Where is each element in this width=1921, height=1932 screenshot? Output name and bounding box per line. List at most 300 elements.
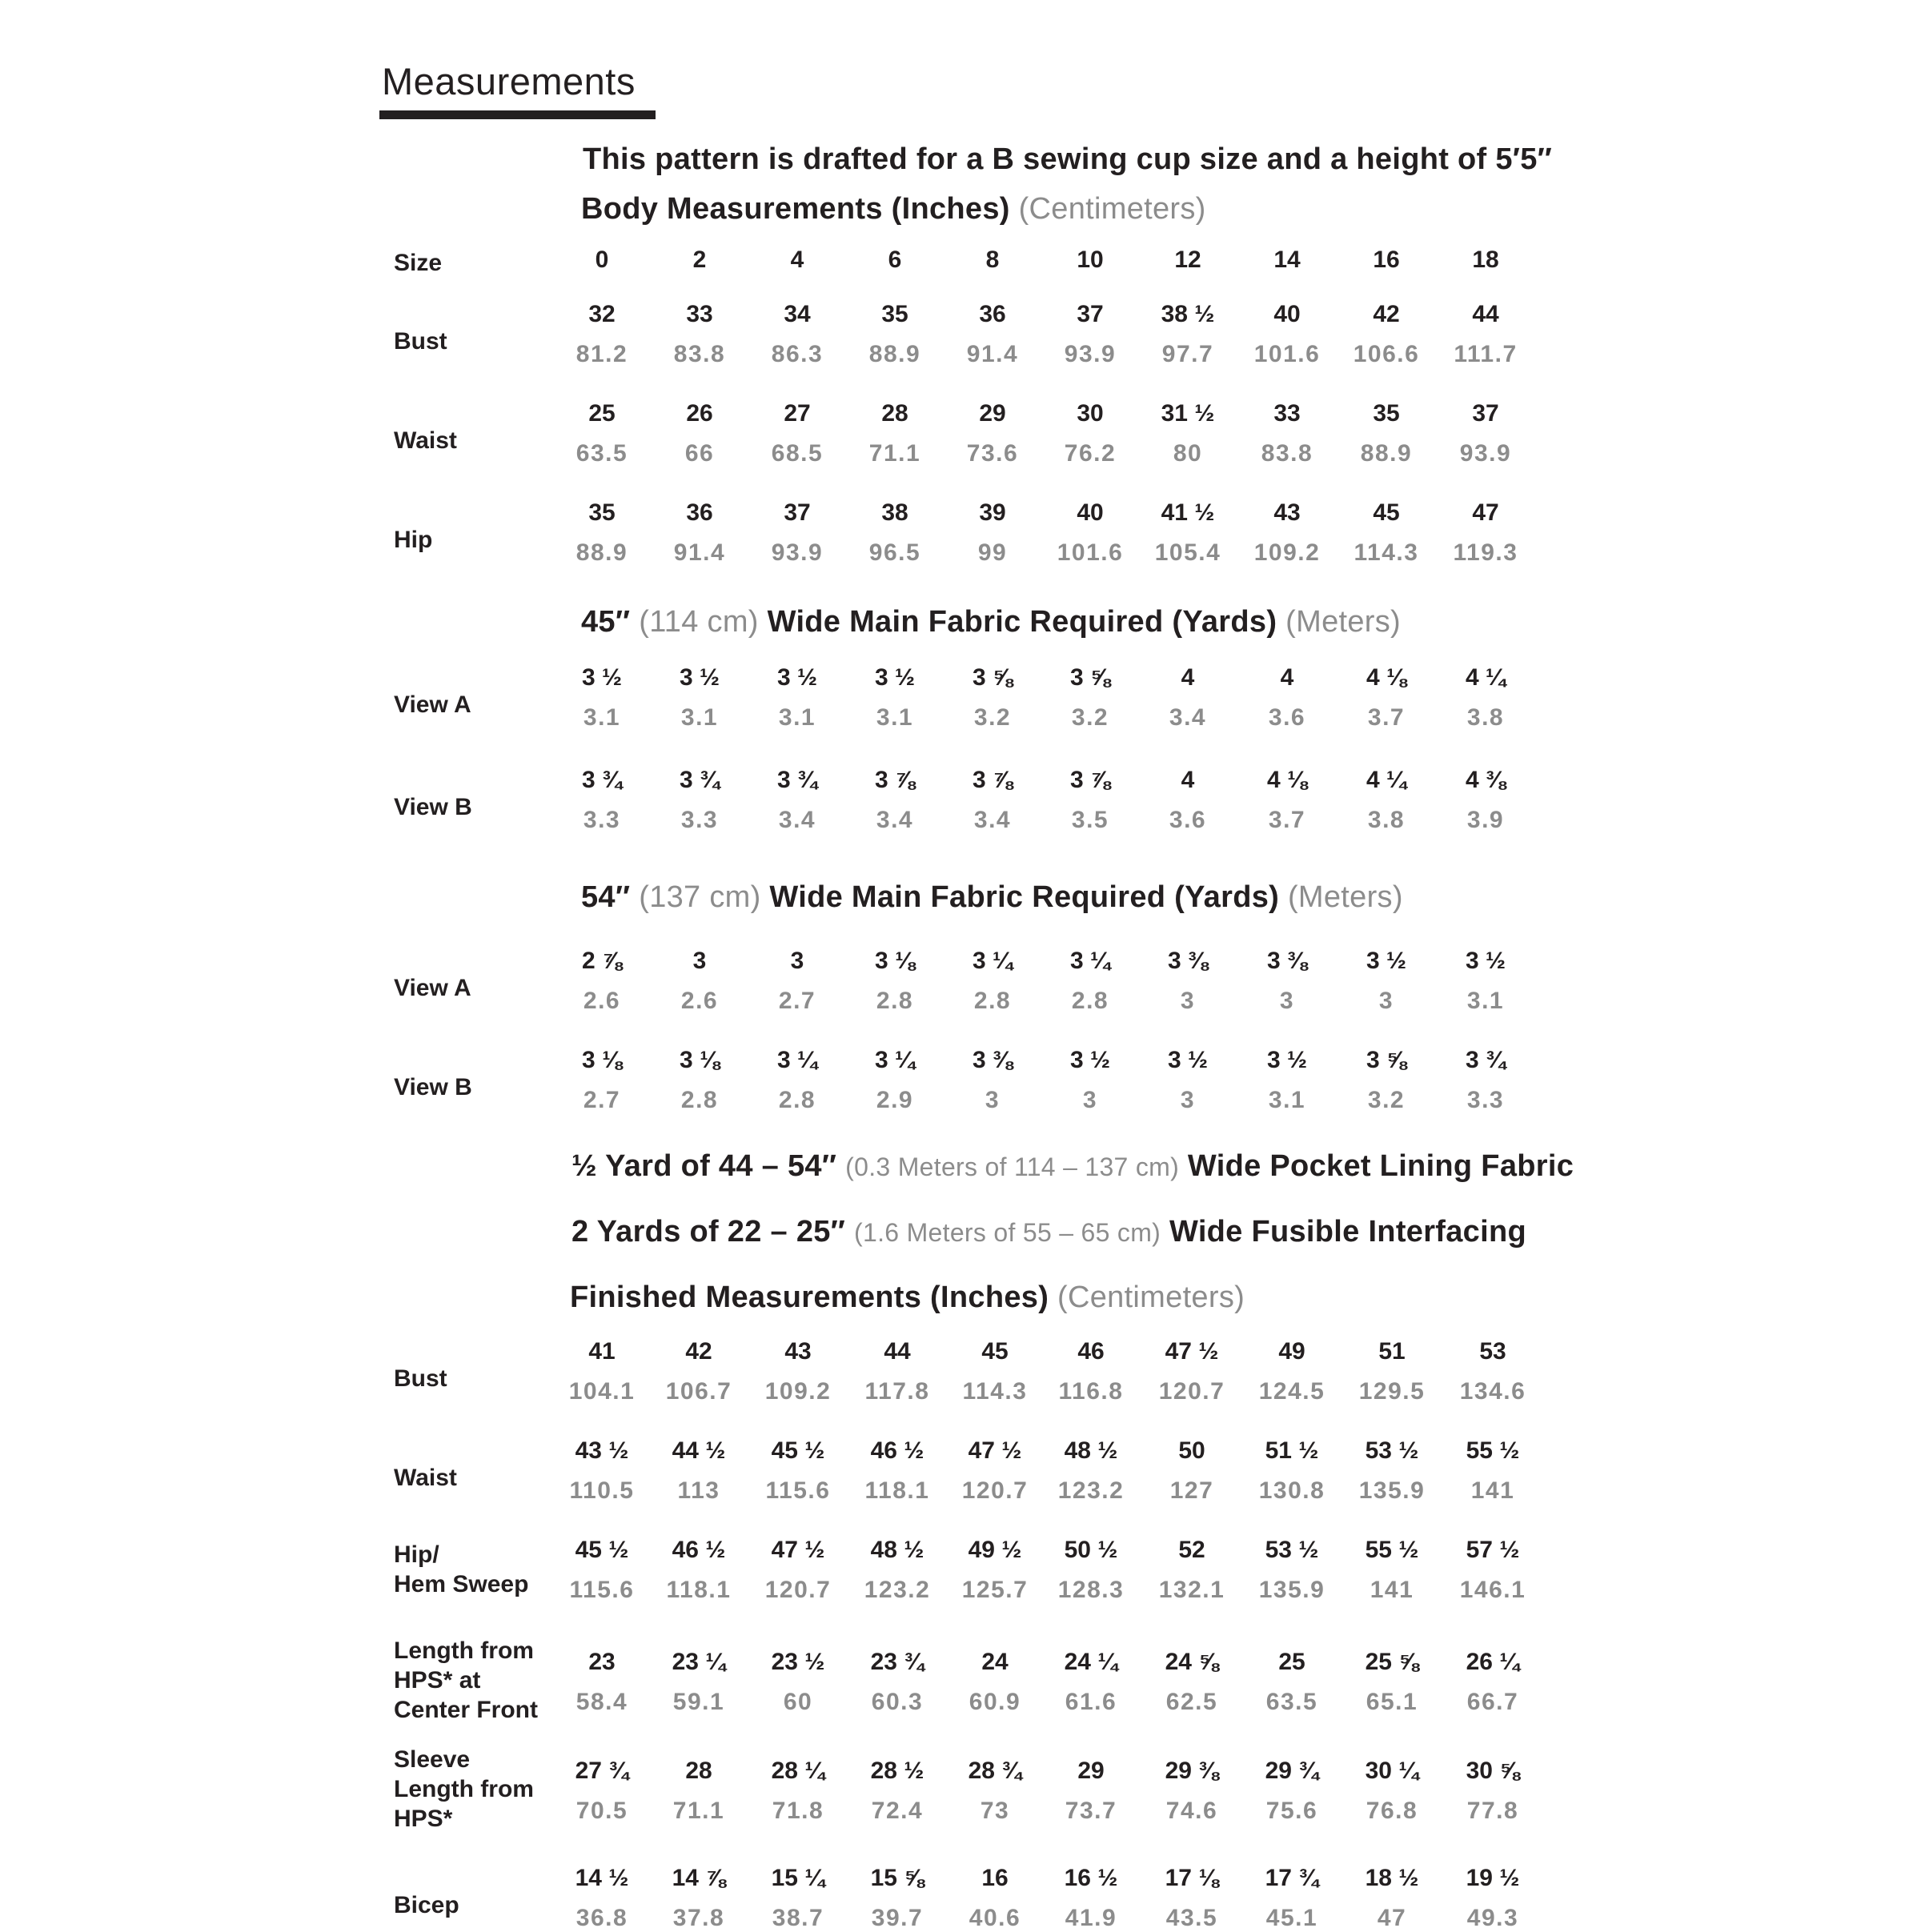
sleeve-length-from-hps-cm-value: 73: [980, 1798, 1010, 1824]
hip-hem-sweep-inches-value: 49 ½: [968, 1537, 1022, 1563]
bust-cm-value: 106.6: [1353, 341, 1420, 367]
view-b-inches-value: 4: [1181, 767, 1195, 793]
waist-inches-value: 28: [881, 400, 908, 427]
pocket-lining-b: (0.3 Meters of 114 – 137 cm): [845, 1152, 1180, 1181]
length-from-hps-at-center-front-cm-value: 65.1: [1366, 1689, 1418, 1715]
row-label-hip-hem-sweep-line-1: Hip/: [394, 1541, 439, 1568]
view-b-cm-value: 3.8: [1367, 807, 1406, 833]
view-a-inches-value: 3 ⅝: [1069, 664, 1111, 691]
view-a-cm-value: 3.4: [1169, 704, 1207, 731]
size-10: 10: [1077, 247, 1104, 273]
length-from-hps-at-center-front-cm-value: 60: [783, 1689, 813, 1715]
view-a-cm-value: 2.8: [876, 988, 914, 1014]
bicep-inches-value: 19 ½: [1466, 1865, 1520, 1891]
size-16: 16: [1373, 247, 1400, 273]
sleeve-length-from-hps-cm-value: 72.4: [871, 1798, 924, 1824]
row-label-length-from-hps-at-center-front-line-2: HPS* at: [394, 1667, 481, 1694]
waist-inches-value: 55 ½: [1466, 1437, 1520, 1464]
view-b-cm-value: 3.4: [778, 807, 816, 833]
length-from-hps-at-center-front-inches-value: 24 ⅝: [1165, 1649, 1219, 1675]
hip-cm-value: 109.2: [1253, 539, 1321, 566]
view-a-inches-value: 3 ⅜: [1266, 948, 1308, 974]
bust-cm-value: 104.1: [568, 1378, 636, 1405]
bust-inches-value: 42: [685, 1338, 712, 1365]
waist-cm-value: 88.9: [1360, 440, 1413, 467]
view-b-inches-value: 3 ¾: [1465, 1047, 1506, 1073]
bicep-inches-value: 17 ⅛: [1165, 1865, 1219, 1891]
bicep-inches-value: 16: [981, 1865, 1009, 1891]
bicep-inches-value: 15 ¼: [771, 1865, 825, 1891]
view-a-inches-value: 3 ½: [874, 664, 916, 691]
waist-cm-value: 120.7: [961, 1477, 1029, 1504]
size-8: 8: [985, 247, 1000, 273]
sleeve-length-from-hps-cm-value: 76.8: [1366, 1798, 1418, 1824]
view-b-cm-value: 3.5: [1071, 807, 1109, 833]
view-b-cm-value: 2.9: [876, 1087, 914, 1113]
interfacing-a: 2 Yards of 22 – 25″: [571, 1215, 855, 1249]
view-a-cm-value: 3.1: [583, 704, 621, 731]
sleeve-length-from-hps-cm-value: 70.5: [575, 1798, 628, 1824]
waist-cm-value: 66: [684, 440, 715, 467]
bust-cm-value: 134.6: [1459, 1378, 1526, 1405]
view-a-cm-value: 2.6: [680, 988, 719, 1014]
view-b-inches-value: 4 ⅜: [1465, 767, 1506, 793]
row-label-view-a: View A: [394, 975, 471, 1001]
size-12: 12: [1174, 247, 1201, 273]
length-from-hps-at-center-front-inches-value: 25: [1278, 1649, 1305, 1675]
row-label-length-from-hps-at-center-front-line-1: Length from: [394, 1637, 534, 1664]
body-heading-main: Body Measurements (Inches): [581, 192, 1019, 226]
hip-cm-value: 93.9: [771, 539, 824, 566]
bust-cm-value: 114.3: [962, 1378, 1028, 1405]
hip-inches-value: 43: [1273, 499, 1301, 526]
bust-inches-value: 36: [979, 301, 1006, 327]
view-a-cm-value: 3: [1378, 988, 1394, 1014]
waist-inches-value: 50: [1178, 1437, 1205, 1464]
view-b-cm-value: 3.3: [680, 807, 719, 833]
bust-cm-value: 117.8: [864, 1378, 930, 1405]
waist-inches-value: 35: [1373, 400, 1400, 427]
view-a-cm-value: 3.1: [876, 704, 914, 731]
view-a-cm-value: 3.2: [1071, 704, 1109, 731]
waist-inches-value: 33: [1273, 400, 1301, 427]
bust-cm-value: 109.2: [764, 1378, 832, 1405]
fabric45-heading-a: 45″: [581, 605, 640, 639]
length-from-hps-at-center-front-cm-value: 60.3: [871, 1689, 924, 1715]
hip-cm-value: 96.5: [868, 539, 921, 566]
waist-cm-value: 110.5: [569, 1477, 635, 1504]
view-b-inches-value: 3 ⅞: [972, 767, 1013, 793]
bust-inches-value: 38 ½: [1161, 301, 1215, 327]
waist-cm-value: 130.8: [1258, 1477, 1325, 1504]
length-from-hps-at-center-front-inches-value: 23 ¾: [870, 1649, 924, 1675]
hip-cm-value: 99: [977, 539, 1008, 566]
view-a-inches-value: 3 ½: [679, 664, 720, 691]
row-label-hip-hem-sweep-line-2: Hem Sweep: [394, 1571, 529, 1597]
waist-inches-value: 48 ½: [1064, 1437, 1118, 1464]
sleeve-length-from-hps-inches-value: 28 ½: [870, 1758, 924, 1784]
bust-inches-value: 53: [1479, 1338, 1506, 1365]
hip-cm-value: 101.6: [1057, 539, 1124, 566]
sleeve-length-from-hps-cm-value: 73.7: [1065, 1798, 1117, 1824]
size-6: 6: [888, 247, 902, 273]
length-from-hps-at-center-front-inches-value: 23 ½: [771, 1649, 825, 1675]
waist-inches-value: 47 ½: [968, 1437, 1022, 1464]
finished-heading-main: Finished Measurements (Inches): [570, 1281, 1058, 1314]
bust-inches-value: 44: [1472, 301, 1499, 327]
view-b-inches-value: 3 ⅜: [972, 1047, 1013, 1073]
hip-hem-sweep-cm-value: 123.2: [864, 1577, 931, 1603]
waist-cm-value: 127: [1169, 1477, 1214, 1504]
waist-inches-value: 30: [1077, 400, 1104, 427]
bust-inches-value: 32: [588, 301, 616, 327]
bust-cm-value: 124.5: [1258, 1378, 1325, 1405]
view-b-inches-value: 3 ⅝: [1366, 1047, 1407, 1073]
view-a-inches-value: 3 ½: [776, 664, 818, 691]
title-underline: [379, 110, 656, 119]
hip-inches-value: 40: [1077, 499, 1104, 526]
pocket-lining-c: Wide Pocket Lining Fabric: [1179, 1149, 1574, 1183]
bust-cm-value: 83.8: [673, 341, 726, 367]
bust-inches-value: 37: [1077, 301, 1104, 327]
interfacing-b: (1.6 Meters of 55 – 65 cm): [854, 1218, 1161, 1247]
fabric54-heading-b: (137 cm): [639, 880, 761, 914]
fabric54-heading-c: Wide Main Fabric Required (Yards): [760, 880, 1288, 914]
size-4: 4: [790, 247, 804, 273]
row-label-waist: Waist: [394, 427, 457, 454]
bicep-cm-value: 41.9: [1065, 1905, 1117, 1931]
view-a-inches-value: 3 ⅝: [972, 664, 1013, 691]
bicep-cm-value: 49.3: [1466, 1905, 1519, 1931]
hip-hem-sweep-cm-value: 125.7: [961, 1577, 1029, 1603]
view-a-inches-value: 4: [1280, 664, 1294, 691]
bust-cm-value: 129.5: [1358, 1378, 1426, 1405]
view-b-inches-value: 3 ½: [1069, 1047, 1111, 1073]
hip-hem-sweep-cm-value: 141: [1370, 1577, 1414, 1603]
fabric54-heading-d: (Meters): [1287, 880, 1403, 914]
view-b-cm-value: 3.2: [1367, 1087, 1406, 1113]
fabric45-heading: [581, 605, 1401, 639]
interfacing-c: Wide Fusible Interfacing: [1161, 1215, 1527, 1249]
waist-cm-value: 80: [1173, 440, 1203, 467]
row-label-view-a: View A: [394, 691, 471, 718]
body-measurements-heading: [581, 192, 1206, 226]
view-b-cm-value: 3: [1180, 1087, 1196, 1113]
length-from-hps-at-center-front-inches-value: 24: [981, 1649, 1009, 1675]
view-b-cm-value: 2.8: [778, 1087, 816, 1113]
bust-inches-value: 42: [1373, 301, 1400, 327]
pocket-lining-text: [571, 1149, 1574, 1184]
waist-inches-value: 29: [979, 400, 1006, 427]
view-a-inches-value: 2 ⅞: [581, 948, 623, 974]
hip-inches-value: 39: [979, 499, 1006, 526]
bust-cm-value: 101.6: [1253, 341, 1321, 367]
view-a-cm-value: 2.7: [778, 988, 816, 1014]
hip-hem-sweep-cm-value: 115.6: [569, 1577, 635, 1603]
hip-inches-value: 36: [686, 499, 713, 526]
length-from-hps-at-center-front-cm-value: 60.9: [969, 1689, 1021, 1715]
view-b-cm-value: 3.1: [1268, 1087, 1306, 1113]
bust-cm-value: 86.3: [771, 341, 824, 367]
view-b-inches-value: 3 ½: [1167, 1047, 1209, 1073]
row-label-bicep: Bicep: [394, 1892, 459, 1918]
fabric45-heading-b: (114 cm): [639, 605, 759, 639]
bust-cm-value: 111.7: [1454, 341, 1518, 367]
row-label-sleeve-length-from-hps-line-2: Length from: [394, 1776, 534, 1802]
sleeve-length-from-hps-inches-value: 30 ⅝: [1466, 1758, 1520, 1784]
fabric54-heading-a: 54″: [581, 880, 640, 914]
sleeve-length-from-hps-inches-value: 28 ¼: [771, 1758, 825, 1784]
view-a-cm-value: 2.8: [1071, 988, 1109, 1014]
view-a-cm-value: 3.6: [1268, 704, 1306, 731]
waist-inches-value: 26: [686, 400, 713, 427]
interfacing-text: [571, 1215, 1526, 1249]
waist-cm-value: 71.1: [868, 440, 921, 467]
view-b-inches-value: 3 ⅛: [581, 1047, 623, 1073]
bust-cm-value: 91.4: [966, 341, 1019, 367]
sleeve-length-from-hps-inches-value: 30 ¼: [1365, 1758, 1419, 1784]
waist-cm-value: 93.9: [1459, 440, 1512, 467]
view-a-cm-value: 3.1: [1466, 988, 1505, 1014]
hip-cm-value: 88.9: [575, 539, 628, 566]
waist-inches-value: 37: [1472, 400, 1499, 427]
length-from-hps-at-center-front-inches-value: 23: [588, 1649, 616, 1675]
hip-hem-sweep-inches-value: 57 ½: [1466, 1537, 1520, 1563]
bust-cm-value: 116.8: [1058, 1378, 1124, 1405]
bust-inches-value: 33: [686, 301, 713, 327]
row-label-view-b: View B: [394, 1074, 472, 1100]
hip-hem-sweep-inches-value: 45 ½: [575, 1537, 629, 1563]
length-from-hps-at-center-front-inches-value: 23 ¼: [672, 1649, 726, 1675]
body-heading-sub: (Centimeters): [1018, 192, 1206, 226]
bicep-inches-value: 18 ½: [1365, 1865, 1419, 1891]
waist-cm-value: 83.8: [1261, 440, 1313, 467]
view-b-inches-value: 3 ¼: [776, 1047, 818, 1073]
waist-cm-value: 115.6: [765, 1477, 831, 1504]
hip-hem-sweep-inches-value: 46 ½: [672, 1537, 726, 1563]
bicep-cm-value: 39.7: [871, 1905, 924, 1931]
hip-inches-value: 37: [784, 499, 811, 526]
waist-inches-value: 45 ½: [771, 1437, 825, 1464]
waist-cm-value: 141: [1470, 1477, 1515, 1504]
view-b-cm-value: 3.3: [583, 807, 621, 833]
sleeve-length-from-hps-cm-value: 71.8: [772, 1798, 824, 1824]
row-label-sleeve-length-from-hps-line-3: HPS*: [394, 1806, 453, 1832]
view-a-cm-value: 3.8: [1466, 704, 1505, 731]
waist-inches-value: 46 ½: [870, 1437, 924, 1464]
view-b-inches-value: 3 ¼: [874, 1047, 916, 1073]
hip-inches-value: 45: [1373, 499, 1400, 526]
row-label-waist: Waist: [394, 1465, 457, 1491]
hip-hem-sweep-cm-value: 118.1: [666, 1577, 732, 1603]
bust-inches-value: 41: [588, 1338, 616, 1365]
view-b-cm-value: 3.4: [876, 807, 914, 833]
hip-hem-sweep-cm-value: 128.3: [1057, 1577, 1125, 1603]
sleeve-length-from-hps-cm-value: 75.6: [1265, 1798, 1318, 1824]
bust-cm-value: 120.7: [1158, 1378, 1225, 1405]
row-label-sleeve-length-from-hps-line-1: Sleeve: [394, 1746, 471, 1773]
size-18: 18: [1472, 247, 1499, 273]
sleeve-length-from-hps-cm-value: 71.1: [672, 1798, 725, 1824]
bicep-inches-value: 15 ⅝: [870, 1865, 924, 1891]
view-b-inches-value: 3 ½: [1266, 1047, 1308, 1073]
row-label-bust: Bust: [394, 1365, 447, 1392]
view-b-cm-value: 3.6: [1169, 807, 1207, 833]
view-b-inches-value: 3 ¾: [776, 767, 818, 793]
waist-cm-value: 63.5: [575, 440, 628, 467]
waist-cm-value: 73.6: [966, 440, 1019, 467]
fabric45-heading-c: Wide Main Fabric Required (Yards): [758, 605, 1286, 639]
bust-cm-value: 93.9: [1064, 341, 1117, 367]
page-title: Measurements: [382, 60, 636, 102]
bust-cm-value: 81.2: [575, 341, 628, 367]
sleeve-length-from-hps-inches-value: 28: [685, 1758, 712, 1784]
view-b-cm-value: 3: [1082, 1087, 1098, 1113]
bust-inches-value: 43: [784, 1338, 812, 1365]
view-b-inches-value: 4 ¼: [1366, 767, 1407, 793]
view-b-cm-value: 2.7: [583, 1087, 621, 1113]
finished-heading-sub: (Centimeters): [1057, 1281, 1245, 1314]
pocket-lining-a: ½ Yard of 44 – 54″: [571, 1149, 846, 1183]
view-b-cm-value: 3.3: [1466, 1087, 1505, 1113]
size-0: 0: [595, 247, 609, 273]
bust-cm-value: 106.7: [665, 1378, 732, 1405]
hip-inches-value: 38: [881, 499, 908, 526]
length-from-hps-at-center-front-cm-value: 58.4: [575, 1689, 628, 1715]
hip-inches-value: 47: [1472, 499, 1499, 526]
hip-cm-value: 91.4: [673, 539, 726, 566]
view-a-inches-value: 4: [1181, 664, 1195, 691]
sleeve-length-from-hps-inches-value: 28 ¾: [968, 1758, 1022, 1784]
bust-inches-value: 51: [1378, 1338, 1406, 1365]
sleeve-length-from-hps-inches-value: 27 ¾: [575, 1758, 629, 1784]
row-label-hip: Hip: [394, 527, 433, 553]
view-a-inches-value: 3 ½: [581, 664, 623, 691]
length-from-hps-at-center-front-cm-value: 62.5: [1165, 1689, 1218, 1715]
view-a-cm-value: 3.1: [778, 704, 816, 731]
view-a-inches-value: 3 ⅛: [874, 948, 916, 974]
hip-hem-sweep-cm-value: 146.1: [1459, 1577, 1526, 1603]
bust-inches-value: 44: [884, 1338, 911, 1365]
hip-hem-sweep-cm-value: 120.7: [764, 1577, 832, 1603]
view-a-cm-value: 3: [1279, 988, 1295, 1014]
waist-inches-value: 31 ½: [1161, 400, 1215, 427]
view-a-inches-value: 4 ⅛: [1366, 664, 1407, 691]
sleeve-length-from-hps-cm-value: 74.6: [1165, 1798, 1218, 1824]
bust-inches-value: 46: [1077, 1338, 1105, 1365]
waist-inches-value: 25: [588, 400, 616, 427]
bicep-cm-value: 40.6: [969, 1905, 1021, 1931]
hip-hem-sweep-inches-value: 55 ½: [1365, 1537, 1419, 1563]
waist-inches-value: 44 ½: [672, 1437, 726, 1464]
hip-hem-sweep-inches-value: 53 ½: [1265, 1537, 1319, 1563]
hip-hem-sweep-inches-value: 47 ½: [771, 1537, 825, 1563]
bust-inches-value: 45: [981, 1338, 1009, 1365]
bicep-cm-value: 43.5: [1165, 1905, 1218, 1931]
row-label-length-from-hps-at-center-front-line-3: Center Front: [394, 1697, 538, 1723]
hip-hem-sweep-cm-value: 132.1: [1158, 1577, 1225, 1603]
fabric45-heading-d: (Meters): [1285, 605, 1401, 639]
length-from-hps-at-center-front-inches-value: 24 ¼: [1064, 1649, 1118, 1675]
bust-inches-value: 34: [784, 301, 811, 327]
waist-inches-value: 43 ½: [575, 1437, 629, 1464]
waist-cm-value: 76.2: [1064, 440, 1117, 467]
hip-cm-value: 105.4: [1154, 539, 1221, 566]
view-a-inches-value: 3: [790, 948, 804, 974]
bicep-cm-value: 38.7: [772, 1905, 824, 1931]
view-b-inches-value: 3 ⅞: [874, 767, 916, 793]
view-a-cm-value: 3.2: [973, 704, 1012, 731]
bust-inches-value: 35: [881, 301, 908, 327]
view-a-cm-value: 2.8: [973, 988, 1012, 1014]
view-a-cm-value: 3: [1180, 988, 1196, 1014]
view-b-inches-value: 3 ¾: [679, 767, 720, 793]
bicep-inches-value: 17 ¾: [1265, 1865, 1319, 1891]
view-a-cm-value: 3.1: [680, 704, 719, 731]
sleeve-length-from-hps-inches-value: 29 ¾: [1265, 1758, 1319, 1784]
view-a-inches-value: 3 ½: [1465, 948, 1506, 974]
fabric54-heading: [581, 880, 1403, 915]
view-b-cm-value: 3.4: [973, 807, 1012, 833]
view-a-inches-value: 3 ¼: [1069, 948, 1111, 974]
bust-cm-value: 88.9: [868, 341, 921, 367]
hip-inches-value: 41 ½: [1161, 499, 1215, 526]
view-b-cm-value: 3: [985, 1087, 1001, 1113]
view-a-inches-value: 4 ¼: [1465, 664, 1506, 691]
waist-cm-value: 135.9: [1358, 1477, 1426, 1504]
length-from-hps-at-center-front-cm-value: 66.7: [1466, 1689, 1519, 1715]
bust-cm-value: 97.7: [1161, 341, 1214, 367]
length-from-hps-at-center-front-inches-value: 26 ¼: [1466, 1649, 1520, 1675]
sleeve-length-from-hps-inches-value: 29: [1077, 1758, 1105, 1784]
bicep-inches-value: 14 ½: [575, 1865, 629, 1891]
length-from-hps-at-center-front-inches-value: 25 ⅝: [1365, 1649, 1419, 1675]
view-a-cm-value: 2.6: [583, 988, 621, 1014]
length-from-hps-at-center-front-cm-value: 61.6: [1065, 1689, 1117, 1715]
bicep-cm-value: 47: [1377, 1905, 1407, 1931]
view-a-inches-value: 3 ⅜: [1167, 948, 1209, 974]
bicep-cm-value: 37.8: [672, 1905, 725, 1931]
hip-cm-value: 114.3: [1354, 539, 1419, 566]
waist-cm-value: 113: [677, 1477, 720, 1504]
size-label: Size: [394, 250, 443, 276]
waist-cm-value: 118.1: [864, 1477, 930, 1504]
hip-inches-value: 35: [588, 499, 616, 526]
view-a-inches-value: 3 ½: [1366, 948, 1407, 974]
finished-measurements-heading: [570, 1281, 1245, 1315]
view-b-cm-value: 3.9: [1466, 807, 1505, 833]
waist-inches-value: 53 ½: [1365, 1437, 1419, 1464]
bicep-cm-value: 45.1: [1265, 1905, 1318, 1931]
length-from-hps-at-center-front-cm-value: 63.5: [1265, 1689, 1318, 1715]
view-a-cm-value: 3.7: [1367, 704, 1406, 731]
bicep-cm-value: 36.8: [575, 1905, 628, 1931]
hip-cm-value: 119.3: [1453, 539, 1518, 566]
waist-cm-value: 68.5: [771, 440, 824, 467]
view-b-cm-value: 2.8: [680, 1087, 719, 1113]
row-label-bust: Bust: [394, 328, 447, 355]
view-b-cm-value: 3.7: [1268, 807, 1306, 833]
bust-inches-value: 47 ½: [1165, 1338, 1219, 1365]
view-b-inches-value: 3 ⅛: [679, 1047, 720, 1073]
row-label-view-b: View B: [394, 794, 472, 820]
waist-inches-value: 27: [784, 400, 811, 427]
view-b-inches-value: 3 ⅞: [1069, 767, 1111, 793]
view-b-inches-value: 4 ⅛: [1266, 767, 1308, 793]
sleeve-length-from-hps-inches-value: 29 ⅜: [1165, 1758, 1219, 1784]
bicep-inches-value: 14 ⅞: [672, 1865, 726, 1891]
bust-inches-value: 40: [1273, 301, 1301, 327]
